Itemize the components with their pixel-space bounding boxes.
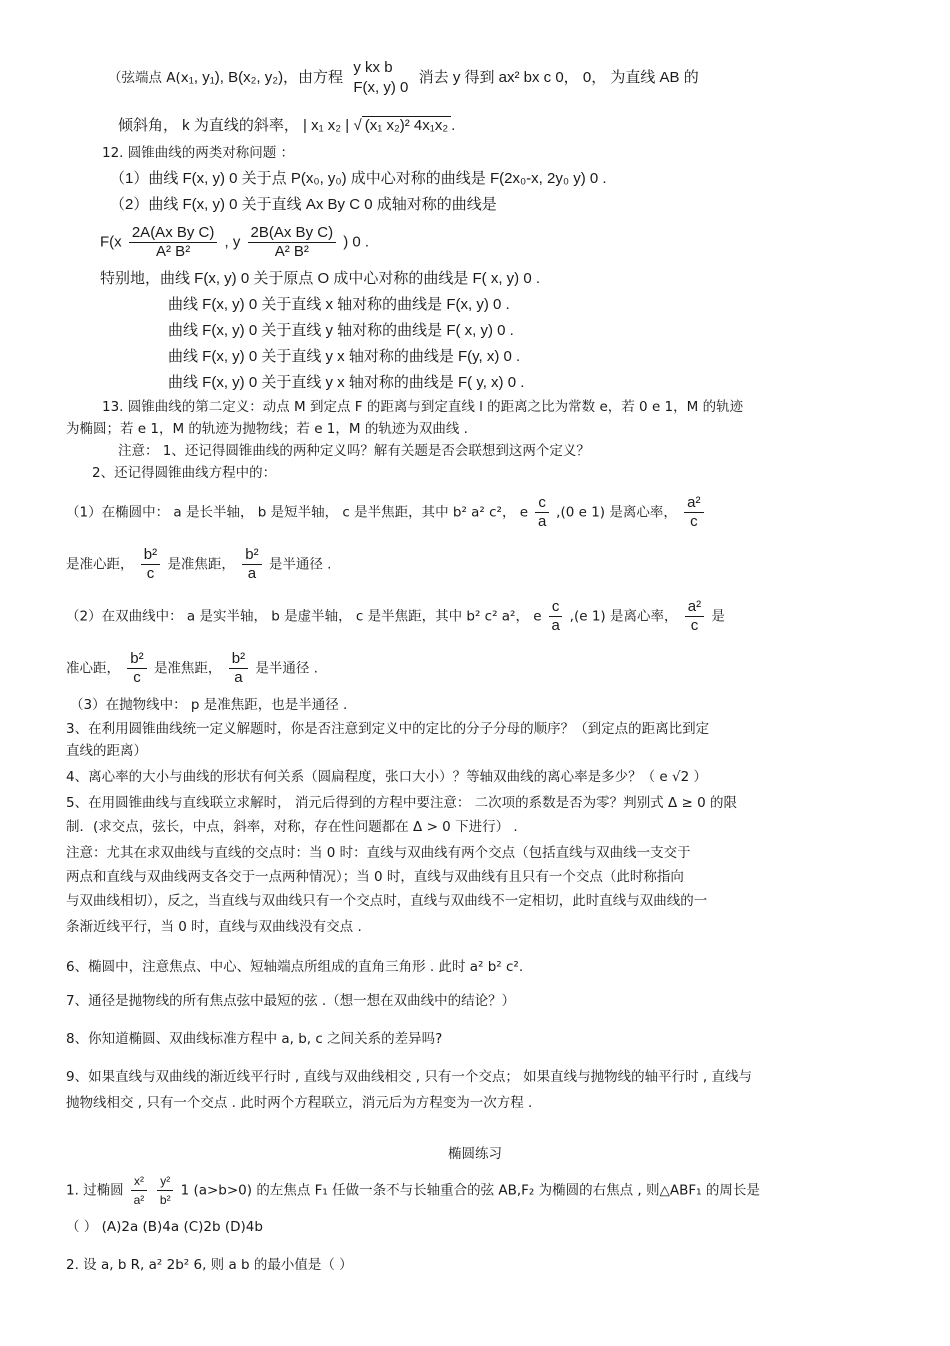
fraction-latus — [229, 650, 248, 687]
note-5a: 5、在用圆锥曲线与直线联立求解时， 消元后得到的方程中要注意： 二次项的系数是否为零？判别式 Δ ≥ 0 的限 — [66, 795, 737, 811]
sqrt-radicand: (x₁ x₂)² 4x₁x₂ — [362, 116, 451, 135]
fraction-x-num: 2A(Ax By C) — [129, 224, 218, 243]
fraction-den: c — [146, 565, 155, 582]
note-5d: 两点和直线与双曲线两支各交于一点两种情况）；当 0 时，直线与双曲线有且只有一个交点（此时称指向 — [66, 869, 684, 885]
hyperbola-params-text: （2）在双曲线中： a 是实半轴， b 是虚半轴， c 是半焦距，其中 b² c² a²， e — [66, 608, 542, 625]
fraction-den: c — [690, 513, 698, 530]
special-y-eq-neg-x: 曲线 F(x, y) 0 关于直线 y x 轴对称的曲线是 F( y, x) 0 . — [168, 374, 525, 391]
line-chord-endpoints — [108, 58, 699, 98]
fraction-num: b² — [141, 546, 160, 565]
note-3b: 直线的距离） — [66, 743, 147, 759]
fraction-den: c — [690, 617, 699, 634]
section-heading: 椭圆练习 — [448, 1146, 502, 1162]
system-row-2: F(x, y) 0 — [353, 79, 409, 96]
fraction-num: a² — [684, 494, 703, 513]
text-chord-pre: （弦端点 A(x — [108, 70, 189, 86]
parabola-params: （3）在抛物线中： p 是准焦距，也是半通径 . — [70, 697, 348, 713]
fraction-num: x² — [131, 1172, 147, 1191]
fraction-num: a² — [685, 598, 704, 617]
note-5c: 注意：尤其在求双曲线与直线的交点时：当 0 时：直线与双曲线有两个交点（包括直线与双曲线一支交于 — [66, 845, 691, 861]
special-x-axis: 曲线 F(x, y) 0 关于直线 x 轴对称的曲线是 F(x, y) 0 . — [168, 296, 510, 313]
text-end: 是半通径 . — [268, 556, 332, 573]
fraction-focal — [127, 650, 146, 687]
text-end: 是 — [711, 608, 725, 625]
fraction-x-den: A² B² — [156, 243, 191, 260]
text-inclination: 倾斜角， k 为直线的斜率， | x₁ x₂ | — [118, 117, 350, 134]
text-period: . — [451, 118, 456, 134]
special-y-eq-x: 曲线 F(x, y) 0 关于直线 y x 轴对称的曲线是 F(y, x) 0 . — [168, 348, 521, 365]
note-1: 注意： 1、还记得圆锥曲线的两种定义吗？解有关题是否会联想到这两个定义？ — [118, 443, 590, 459]
fraction-y — [248, 224, 337, 261]
note-5b: 制．(求交点，弦长，中点，斜率，对称，存在性问题都在 Δ > 0 下进行） . — [66, 819, 518, 835]
special-origin: 特别地，曲线 F(x, y) 0 关于原点 O 成中心对称的曲线是 F( x, y) 0 . — [100, 270, 541, 287]
hyperbola-params-2 — [66, 650, 318, 687]
note-9a: 9、如果直线与双曲线的渐近线平行时 , 直线与双曲线相交 , 只有一个交点； 如果直线与抛物线的轴平行时 , 直线与 — [66, 1069, 753, 1085]
special-y-axis: 曲线 F(x, y) 0 关于直线 y 轴对称的曲线是 F( x, y) 0 . — [168, 322, 514, 339]
symmetry-central: （1）曲线 F(x, y) 0 关于点 P(x₀, y₀) 成中心对称的曲线是 F(2x₀-x, 2y₀ y) 0 . — [110, 170, 607, 187]
question-1 — [66, 1172, 760, 1209]
text-pre: 准心距， — [66, 660, 120, 677]
text-mid: 是准焦距， — [153, 660, 222, 677]
note-6: 6、椭圆中，注意焦点、中心、短轴端点所组成的直角三角形 . 此时 a² b² c². — [66, 959, 524, 975]
note-2: 2、还记得圆锥曲线方程中的： — [92, 465, 277, 481]
ellipse-ecc-text: ,(0 e 1) 是离心率， — [556, 504, 677, 521]
fraction-y-num: 2B(Ax By C) — [248, 224, 337, 243]
fraction-num: c — [535, 494, 549, 513]
fraction-directrix-ellipse — [684, 494, 703, 531]
fraction-den: a — [537, 513, 547, 530]
symmetry-axial: （2）曲线 F(x, y) 0 关于直线 Ax By C 0 成轴对称的曲线是 — [110, 196, 497, 213]
fraction-den: a — [247, 565, 257, 582]
text-mid: 是准焦距， — [167, 556, 235, 573]
fraction-directrix-hyperbola — [685, 598, 704, 635]
ellipse-params-text: （1）在椭圆中： a 是长半轴， b 是短半轴， c 是半焦距，其中 b² a² c²， e — [66, 504, 529, 521]
sqrt-expression: √ (x₁ x₂)² 4x₁x₂ — [353, 117, 451, 134]
equation-system — [353, 58, 408, 98]
formula-end: ) 0 . — [343, 233, 370, 251]
q1-text: 1 (a>b>0) 的左焦点 F₁ 任做一条不与长轴重合的弦 AB,F₂ 为椭圆的右焦点 , 则△ABF₁ 的周长是 — [180, 1182, 760, 1199]
ellipse-params-2 — [66, 546, 331, 583]
fraction-num: c — [549, 598, 563, 617]
note-3a: 3、在利用圆锥曲线统一定义解题时，你是否注意到定义中的定比的分子分母的顺序？（到定点的距离比到定 — [66, 721, 710, 737]
fraction-num: b² — [127, 650, 146, 669]
system-row-1: y kx b — [353, 59, 393, 76]
section-12-title: 12. 圆锥曲线的两类对称问题 ： — [102, 145, 295, 161]
hyperbola-params — [66, 598, 725, 635]
formula-mid: , y — [224, 233, 241, 251]
line-inclination — [118, 116, 455, 135]
fraction-den: a — [551, 617, 560, 634]
text-chord-points: ₁, y₁), B(x₂, y₂)，由方程 — [188, 69, 344, 86]
fraction-num: y² — [157, 1172, 173, 1191]
note-5f: 条渐近线平行，当 0 时，直线与双曲线没有交点 . — [66, 919, 362, 935]
q1-pre: 1. 过椭圆 — [66, 1182, 124, 1199]
note-8: 8、你知道椭圆、双曲线标准方程中 a, b, c 之间关系的差异吗? — [66, 1031, 443, 1047]
note-4: 4、离心率的大小与曲线的形状有何关系（圆扁程度，张口大小）？等轴双曲线的离心率是多少？（ e √2 ） — [66, 769, 707, 785]
fraction-den: c — [133, 669, 141, 686]
text-pre: 是准心距， — [66, 556, 134, 573]
fraction-latus — [242, 546, 261, 583]
text-chord-eliminate: 消去 y 得到 ax² bx c 0， 0， 为直线 AB 的 — [418, 69, 699, 86]
fraction-x — [129, 224, 218, 261]
fraction-focal — [141, 546, 160, 583]
fraction-den: a — [234, 669, 243, 686]
question-2: 2. 设 a, b R, a² 2b² 6, 则 a b 的最小值是（ ） — [66, 1257, 353, 1273]
hyperbola-ecc-text: ,(e 1) 是离心率， — [569, 608, 678, 625]
text-end: 是半通径 . — [255, 660, 318, 677]
fraction-num: b² — [229, 650, 248, 669]
fraction-num: b² — [242, 546, 261, 565]
note-5e: 与双曲线相切），反之，当直线与双曲线只有一个交点时，直线与双曲线不一定相切，此时直线与双曲线的一 — [66, 893, 708, 909]
fraction-y-sq — [157, 1172, 173, 1209]
ellipse-params — [66, 494, 707, 531]
note-9b: 抛物线相交 , 只有一个交点 . 此时两个方程联立，消元后为方程变为一次方程 . — [66, 1095, 533, 1111]
fraction-x-sq — [131, 1172, 147, 1209]
section-13-line-b: 为椭圆；若 e 1，M 的轨迹为抛物线；若 e 1，M 的轨迹为双曲线 . — [66, 421, 468, 437]
fraction-e-hyperbola — [549, 598, 563, 635]
note-7: 7、通径是抛物线的所有焦点弦中最短的弦 .（想一想在双曲线中的结论？） — [66, 993, 516, 1009]
section-13-line-a: 13. 圆锥曲线的第二定义：动点 M 到定点 F 的距离与到定直线 l 的距离之比为常数 e，若 0 e 1，M 的轨迹 — [102, 399, 744, 415]
fraction-den: a² — [133, 1193, 145, 1207]
fraction-y-den: A² B² — [274, 243, 309, 260]
question-1-options: （ ） (A)2a (B)4a (C)2b (D)4b — [66, 1219, 263, 1235]
formula-pre: F(x — [100, 233, 122, 251]
fraction-e-ellipse — [535, 494, 549, 531]
symmetry-formula — [100, 224, 369, 261]
fraction-den: b² — [159, 1193, 171, 1207]
